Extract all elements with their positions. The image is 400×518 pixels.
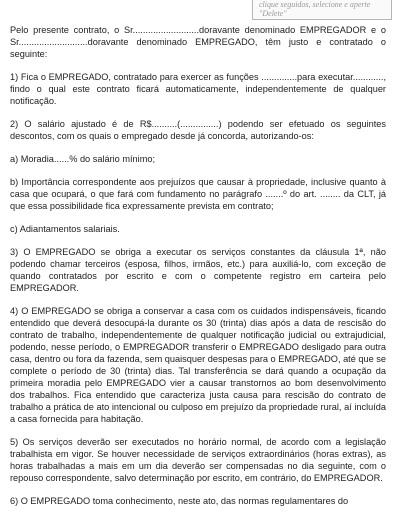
clause-6: 6) O EMPREGADO toma conhecimento, neste ato, das normas regulamentares do xyxy=(10,496,349,506)
clause-2a: a) Moradia......% do salário mínimo; xyxy=(10,154,156,164)
paragraph-intro: Pelo presente contrato, o Sr..........................doravante denominado EMPREGADOR e o Sr...........................doravante denominado EMPREGADO, têm justo e contratado o seguinte: xyxy=(10,25,386,59)
clause-3: 3) O EMPREGADO se obriga a executar os serviços constantes da cláusula 1ª, não podendo chamar terceiros (esposa, filhos, irmãos, etc.) para auxiliá-lo, com exceção de quando contratados por escrito e com o competente registro em carteira pelo EMPREGADOR. xyxy=(10,247,386,293)
clause-2b: b) Importância correspondente aos prejuízos que causar à propriedade, inclusive quanto à casa que ocupará, o que fará com fundamento no parágrafo .......º do art. ........ da CLT, já que essa possibilidade fica expressamente prevista em contrato; xyxy=(10,177,386,211)
clause-2c: c) Adiantamentos salariais. xyxy=(10,224,120,234)
instruction-note: clique seguidos, selecione e aperte "Delete" xyxy=(252,0,392,20)
clause-5: 5) Os serviços deverão ser executados no horário normal, de acordo com a legislação trabalhista em vigor. Se houver necessidade de serviços extraordinários (horas extras), as horas trabalhadas a mais em um dia deverão ser compensadas no dia seguinte, com o repouso correspondente, salvo determinação por escrito, em contrário, do EMPREGADOR. xyxy=(10,437,386,483)
contract-text xyxy=(10,24,386,518)
clause-2: 2) O salário ajustado é de R$..........(...............) podendo ser efetuado os seguintes descontos, com os quais o empregado desde já concorda, autorizando-os: xyxy=(10,119,386,141)
clause-4: 4) O EMPREGADO se obriga a conservar a casa com os cuidados indispensáveis, ficando entendido que deverá desocupá-la durante os 30 (trinta) dias após a data de rescisão do contrato de trabalho, independentemente de qualquer notificação judicial ou extrajudicial, podendo, nesse período, o EMPREGADOR transferir o EMPREGADO desligado para outra casa, dentro ou fora da fazenda, sem quaisquer despesas para o EMPREGADO, até que se complete o período de 30 (trinta) dias. Tal transferência se dará quando a ocupação da primeira moradia pelo EMPREGADO vier a causar transtornos ao bom desenvolvimento dos trabalhos. Fica entendido que caracteriza justa causa para rescisão do contrato de trabalho a prática de ato intencional ou culposo em prejuízo da propriedade rural, aí incluída a casa fornecida para habitação. xyxy=(10,306,386,424)
clause-1: 1) Fica o EMPREGADO, contratado para exercer as funções ..............para executar............, findo o qual este contrato ficará automaticamente, independentemente de qualquer notificação. xyxy=(10,72,386,106)
